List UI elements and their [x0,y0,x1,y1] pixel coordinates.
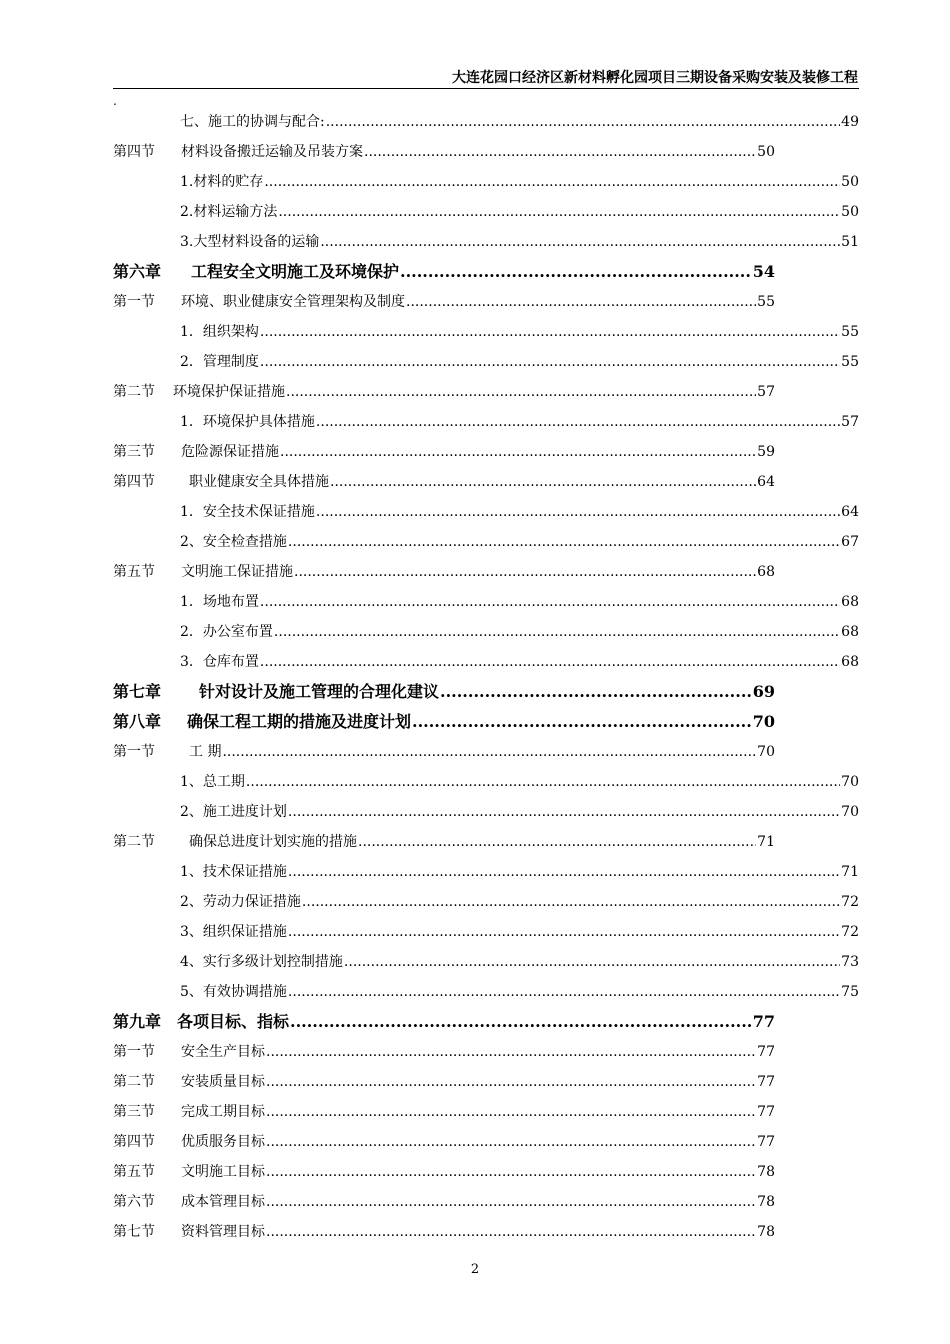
toc-entry-title: 2．办公室布置 [180,624,273,640]
toc-entry-title: 3．仓库布置 [180,654,259,670]
toc-entry-page: 73 [841,954,859,970]
toc-entry-page: 77 [752,1012,775,1031]
page-header-title: 大连花园口经济区新材料孵化园项目三期设备采购安装及装修工程 [452,70,858,86]
toc-leader-dots [266,1157,756,1187]
toc-entry[interactable] [113,287,775,317]
toc-entry-title: 1．环境保护具体措施 [180,414,315,430]
toc-entry-title: 5、有效协调措施 [180,984,287,1000]
toc-entry[interactable] [113,1217,775,1247]
toc-entry-title: 2.材料运输方法 [180,204,278,220]
toc-entry[interactable] [113,1187,775,1217]
toc-leader-dots [290,1007,752,1037]
toc-leader-dots [286,377,756,407]
toc-entry[interactable] [180,407,859,437]
toc-entry-title: 七、施工的协调与配合: [180,114,325,130]
toc-leader-dots [246,767,840,797]
toc-entry-title: 成本管理目标 [181,1194,265,1210]
toc-entry-title: 1．安全技术保证措施 [180,504,315,520]
toc-entry-title: 资料管理目标 [181,1224,265,1240]
toc-leader-dots [344,947,840,977]
toc-leader-dots [288,527,840,557]
toc-entry-title: 1、总工期 [180,774,245,790]
toc-entry[interactable] [180,527,859,557]
toc-entry-page: 78 [757,1224,775,1240]
toc-entry-title: 确保总进度计划实施的措施 [189,834,357,850]
toc-entry-prefix: 第四节 [113,1134,155,1150]
toc-leader-dots [326,107,840,137]
toc-entry-page: 64 [757,474,775,490]
toc-leader-dots [278,197,840,227]
toc-entry-page: 50 [841,174,859,190]
toc-entry-title: 文明施工保证措施 [181,564,293,580]
toc-entry-title: 2、劳动力保证措施 [180,894,301,910]
toc-entry-page: 50 [841,204,859,220]
toc-entry[interactable] [113,557,775,587]
toc-leader-dots [316,497,840,527]
toc-entry-title: 1、技术保证措施 [180,864,287,880]
toc-leader-dots [320,227,840,257]
toc-chapter-entry[interactable] [113,707,775,737]
toc-entry-title: 工 期 [189,744,222,760]
toc-entry-page: 55 [757,294,775,310]
toc-chapter-entry[interactable] [113,1007,775,1037]
toc-entry-title: 文明施工目标 [181,1164,265,1180]
toc-entry-prefix: 第一节 [113,294,155,310]
toc-leader-dots [260,647,840,677]
toc-entry-page: 77 [757,1074,775,1090]
toc-entry-title: 优质服务目标 [181,1134,265,1150]
toc-entry-page: 71 [757,834,775,850]
toc-entry-page: 67 [841,534,859,550]
toc-entry-page: 72 [841,924,859,940]
toc-entry-prefix: 第九章 [113,1012,162,1031]
toc-entry-title: 材料设备搬迁运输及吊装方案 [181,144,363,160]
toc-leader-dots [222,737,756,767]
toc-entry-page: 64 [841,504,859,520]
toc-entry-page: 72 [841,894,859,910]
toc-entry-title: 完成工期目标 [181,1104,265,1120]
toc-entry-title: 1．组织架构 [180,324,259,340]
toc-entry-prefix: 第五节 [113,564,155,580]
toc-entry-title: 2．管理制度 [180,354,259,370]
toc-leader-dots [266,1127,756,1157]
toc-entry[interactable] [180,347,859,377]
toc-entry-prefix: 第二节 [113,1074,155,1090]
toc-entry-prefix: 第一节 [113,744,155,760]
toc-entry-title: 3.大型材料设备的运输 [180,234,320,250]
toc-entry-page: 69 [752,682,775,701]
toc-entry-page: 77 [757,1104,775,1120]
toc-leader-dots [330,467,756,497]
toc-entry-page: 70 [841,774,859,790]
toc-entry-page: 57 [841,414,859,430]
toc-entry[interactable] [180,647,859,677]
toc-entry-title: 安全生产目标 [181,1044,265,1060]
toc-entry-prefix: 第七章 [113,682,162,701]
toc-entry-prefix: 第五节 [113,1164,155,1180]
toc-leader-dots [316,407,840,437]
toc-entry[interactable] [113,137,775,167]
toc-entry[interactable] [180,197,859,227]
toc-leader-dots [266,1037,756,1067]
toc-entry[interactable] [180,317,859,347]
toc-chapter-entry[interactable] [113,677,775,707]
toc-entry-title: 环境、职业健康安全管理架构及制度 [181,294,405,310]
toc-entry-title: 确保工程工期的措施及进度计划 [187,712,412,731]
toc-entry[interactable] [113,1037,775,1067]
toc-entry[interactable] [113,1157,775,1187]
toc-leader-dots [364,137,756,167]
toc-entry-title: 3、组织保证措施 [180,924,287,940]
toc-leader-dots [266,1187,756,1217]
header-rule [113,88,859,89]
toc-entry-title: 职业健康安全具体措施 [189,474,329,490]
toc-entry-prefix: 第七节 [113,1224,155,1240]
toc-entry[interactable] [113,377,775,407]
toc-entry-title: 针对设计及施工管理的合理化建议 [199,682,440,701]
toc-entry[interactable] [180,887,859,917]
page-number: 2 [470,1262,480,1277]
toc-entry-page: 75 [841,984,859,1000]
toc-entry[interactable] [180,167,859,197]
toc-entry-page: 77 [757,1134,775,1150]
toc-leader-dots [264,167,840,197]
toc-entry-page: 68 [841,594,859,610]
toc-entry[interactable] [180,497,859,527]
toc-entry[interactable] [113,467,775,497]
toc-leader-dots [280,437,756,467]
toc-entry-prefix: 第四节 [113,474,155,490]
toc-leader-dots [440,677,752,707]
toc-leader-dots [294,557,756,587]
toc-entry[interactable] [180,857,859,887]
toc-entry[interactable] [180,917,859,947]
toc-entry[interactable] [113,1097,775,1127]
toc-entry[interactable] [180,587,859,617]
toc-leader-dots [260,317,840,347]
toc-entry[interactable] [113,1067,775,1097]
toc-entry-title: 工程安全文明施工及环境保护 [191,262,400,281]
toc-leader-dots [406,287,756,317]
toc-entry-page: 70 [752,712,775,731]
toc-entry-title: 各项目标、指标 [177,1012,290,1031]
toc-entry-page: 57 [757,384,775,400]
toc-entry-title: 2、安全检查措施 [180,534,287,550]
toc-leader-dots [288,797,840,827]
toc-entry-page: 71 [841,864,859,880]
toc-entry-page: 68 [757,564,775,580]
toc-entry-page: 70 [757,744,775,760]
toc-entry-page: 51 [841,234,859,250]
toc-entry-page: 68 [841,654,859,670]
toc-entry[interactable] [180,227,859,257]
toc-entry-prefix: 第二节 [113,384,155,400]
toc-entry[interactable] [180,107,859,137]
toc-leader-dots [266,1097,756,1127]
toc-entry-title: 2、施工进度计划 [180,804,287,820]
toc-chapter-entry[interactable] [113,257,775,287]
toc-entry-page: 77 [757,1044,775,1060]
toc-entry-page: 55 [841,354,859,370]
toc-entry[interactable] [180,767,859,797]
toc-leader-dots [302,887,840,917]
toc-leader-dots [260,587,840,617]
toc-entry-title: 1.材料的贮存 [180,174,264,190]
toc-entry-page: 59 [757,444,775,460]
toc-entry-prefix: 第六章 [113,262,162,281]
toc-entry-title: 安装质量目标 [181,1074,265,1090]
toc-entry-page: 78 [757,1194,775,1210]
toc-leader-dots [288,857,840,887]
toc-entry-page: 54 [752,262,775,281]
toc-entry-title: 1．场地布置 [180,594,259,610]
toc-entry-prefix: 第三节 [113,1104,155,1120]
toc-entry-title: 环境保护保证措施 [173,384,285,400]
toc-entry[interactable] [180,617,859,647]
header-marker: . [113,94,117,108]
toc-entry-prefix: 第三节 [113,444,155,460]
toc-entry-prefix: 第八章 [113,712,162,731]
toc-leader-dots [266,1217,756,1247]
toc-entry-page: 78 [757,1164,775,1180]
toc-entry[interactable] [113,827,775,857]
toc-entry[interactable] [180,947,859,977]
toc-leader-dots [358,827,756,857]
toc-entry-title: 4、实行多级计划控制措施 [180,954,343,970]
toc-entry[interactable] [113,437,775,467]
toc-entry[interactable] [180,977,859,1007]
toc-leader-dots [266,1067,756,1097]
toc-entry-page: 49 [841,114,859,130]
toc-entry[interactable] [113,1127,775,1157]
toc-entry-page: 70 [841,804,859,820]
toc-leader-dots [400,257,752,287]
toc-entry[interactable] [180,797,859,827]
toc-entry-prefix: 第一节 [113,1044,155,1060]
toc-entry-page: 55 [841,324,859,340]
toc-leader-dots [288,977,840,1007]
toc-leader-dots [412,707,752,737]
toc-entry-page: 68 [841,624,859,640]
toc-entry-page: 50 [757,144,775,160]
toc-entry-prefix: 第六节 [113,1194,155,1210]
toc-leader-dots [260,347,840,377]
toc-leader-dots [274,617,840,647]
toc-entry-prefix: 第二节 [113,834,155,850]
toc-entry[interactable] [113,737,775,767]
toc-entry-prefix: 第四节 [113,144,155,160]
toc-entry-title: 危险源保证措施 [181,444,279,460]
toc-leader-dots [288,917,840,947]
